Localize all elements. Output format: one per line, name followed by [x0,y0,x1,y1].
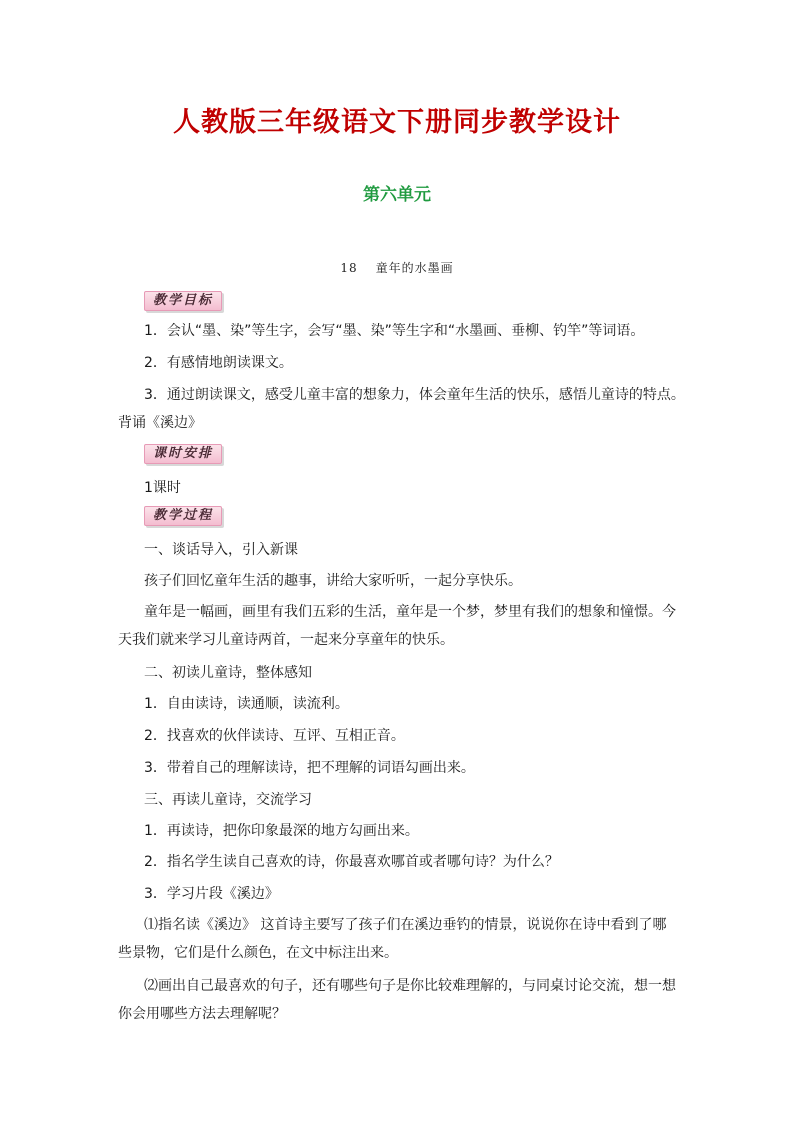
step-3-sub-2: ⑵画出自己最喜欢的句子，还有哪些句子是你比较难理解的，与同桌讨论交流，想一想 [144,978,676,994]
step-1-para-2-cont: 天我们就来学习儿童诗两首，一起来分享童年的快乐。 [118,632,454,648]
step-3-sub-2-cont: 你会用哪些方法去理解呢？ [118,1006,286,1022]
lesson-name: 童年的水墨画 [375,261,454,275]
step-2-heading: 二、初读儿童诗，整体感知 [144,665,312,681]
step-2-item-1: 1．自由读诗，读通顺，读流利。 [144,696,349,712]
step-2-item-2: 2．找喜欢的伙伴读诗、互评、互相正音。 [144,728,405,744]
step-3-sub-1-cont: 些景物，它们是什么颜色，在文中标注出来。 [118,945,398,961]
objective-2: 2．有感情地朗读课文。 [144,355,293,371]
process-badge: 教学过程 [144,506,222,526]
document-title: 人教版三年级语文下册同步教学设计 [173,107,621,138]
objective-1: 1．会认“墨、染”等生字，会写“墨、染”等生字和“水墨画、垂柳、钓竿”等词语。 [144,323,645,339]
step-1-para-2: 童年是一幅画，画里有我们五彩的生活，童年是一个梦，梦里有我们的想象和憧憬。今 [144,604,676,620]
step-3-sub-1: ⑴指名读《溪边》 这首诗主要写了孩子们在溪边垂钓的情景，说说你在诗中看到了哪 [144,917,667,933]
step-1-heading: 一、谈话导入，引入新课 [144,542,298,558]
step-3-item-3: 3．学习片段《溪边》 [144,886,279,902]
step-3-heading: 三、再读儿童诗，交流学习 [144,792,312,808]
lesson-number: 18 [340,261,358,275]
unit-title: 第六单元 [363,185,431,205]
step-3-item-2: 2．指名学生读自己喜欢的诗，你最喜欢哪首或者哪句诗？为什么？ [144,854,559,870]
step-2-item-3: 3．带着自己的理解读诗，把不理解的词语勾画出来。 [144,760,475,776]
schedule-badge: 课时安排 [144,444,222,464]
lesson-title [0,259,794,276]
objective-3-cont: 背诵《溪边》 [118,415,202,431]
objective-3: 3．通过朗读课文，感受儿童丰富的想象力，体会童年生活的快乐，感悟儿童诗的特点。 [144,387,685,403]
objectives-badge: 教学目标 [144,291,222,311]
schedule-text: 1课时 [144,480,181,496]
step-3-item-1: 1．再读诗，把你印象最深的地方勾画出来。 [144,823,419,839]
step-1-para-1: 孩子们回忆童年生活的趣事，讲给大家听听，一起分享快乐。 [144,573,522,589]
